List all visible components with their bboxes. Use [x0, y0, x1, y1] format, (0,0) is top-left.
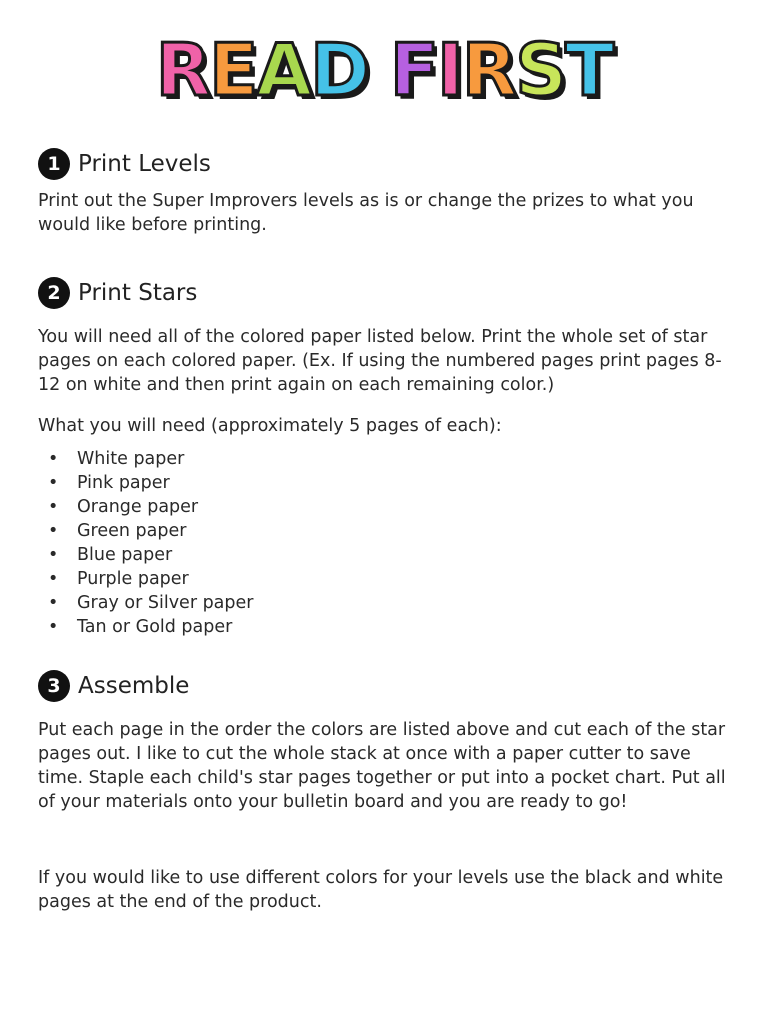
section-heading: Print Stars [78, 280, 198, 306]
page-title [0, 28, 768, 112]
section-heading: Assemble [78, 673, 190, 699]
step-number-badge: 1 [38, 148, 70, 180]
list-item: • Orange paper [38, 495, 253, 519]
step-number-badge: 3 [38, 670, 70, 702]
list-item: • Blue paper [38, 543, 253, 567]
list-item: • Tan or Gold paper [38, 615, 253, 639]
title-letter: A [256, 28, 311, 112]
title-letter: R [461, 28, 516, 112]
title-letter: T [565, 28, 613, 112]
title-letter: D [310, 28, 368, 112]
list-item: • Pink paper [38, 471, 253, 495]
list-item: • Green paper [38, 519, 253, 543]
section-1-header [38, 146, 211, 182]
step-number-badge: 2 [38, 277, 70, 309]
title-letter: F [389, 28, 438, 112]
list-item: • Purple paper [38, 567, 253, 591]
footer-note: If you would like to use different colors for your levels use the black and white pages at the end of the product. [38, 868, 724, 912]
title-letter: I [437, 28, 462, 112]
section-heading: Print Levels [78, 151, 211, 177]
section-2-header [38, 275, 197, 311]
section-3-header [38, 668, 189, 704]
section-1-text: Print out the Super Improvers levels as is or change the prizes to what you would like before printing. [38, 191, 694, 235]
title-letter: E [209, 28, 257, 112]
title-letter: S [515, 28, 566, 112]
section-2-text: You will need all of the colored paper listed below. Print the whole set of star pages on each colored paper. (Ex. If using the numbered pages print pages 8-12 on white and then print again on each remaining color.) [38, 327, 722, 395]
needs-intro: What you will need (approximately 5 pages of each): [38, 416, 502, 436]
list-item: • Gray or Silver paper [38, 591, 253, 615]
section-3-text: Put each page in the order the colors are listed above and cut each of the star pages out. I like to cut the whole stack at once with a paper cutter to save time. Staple each child's star pages together or put into a pocket chart. Put all of your materials onto your bulletin board and you are ready to go! [38, 720, 726, 812]
list-item: • White paper [38, 447, 253, 471]
paper-list [38, 447, 253, 639]
title-letter: R [155, 28, 210, 112]
